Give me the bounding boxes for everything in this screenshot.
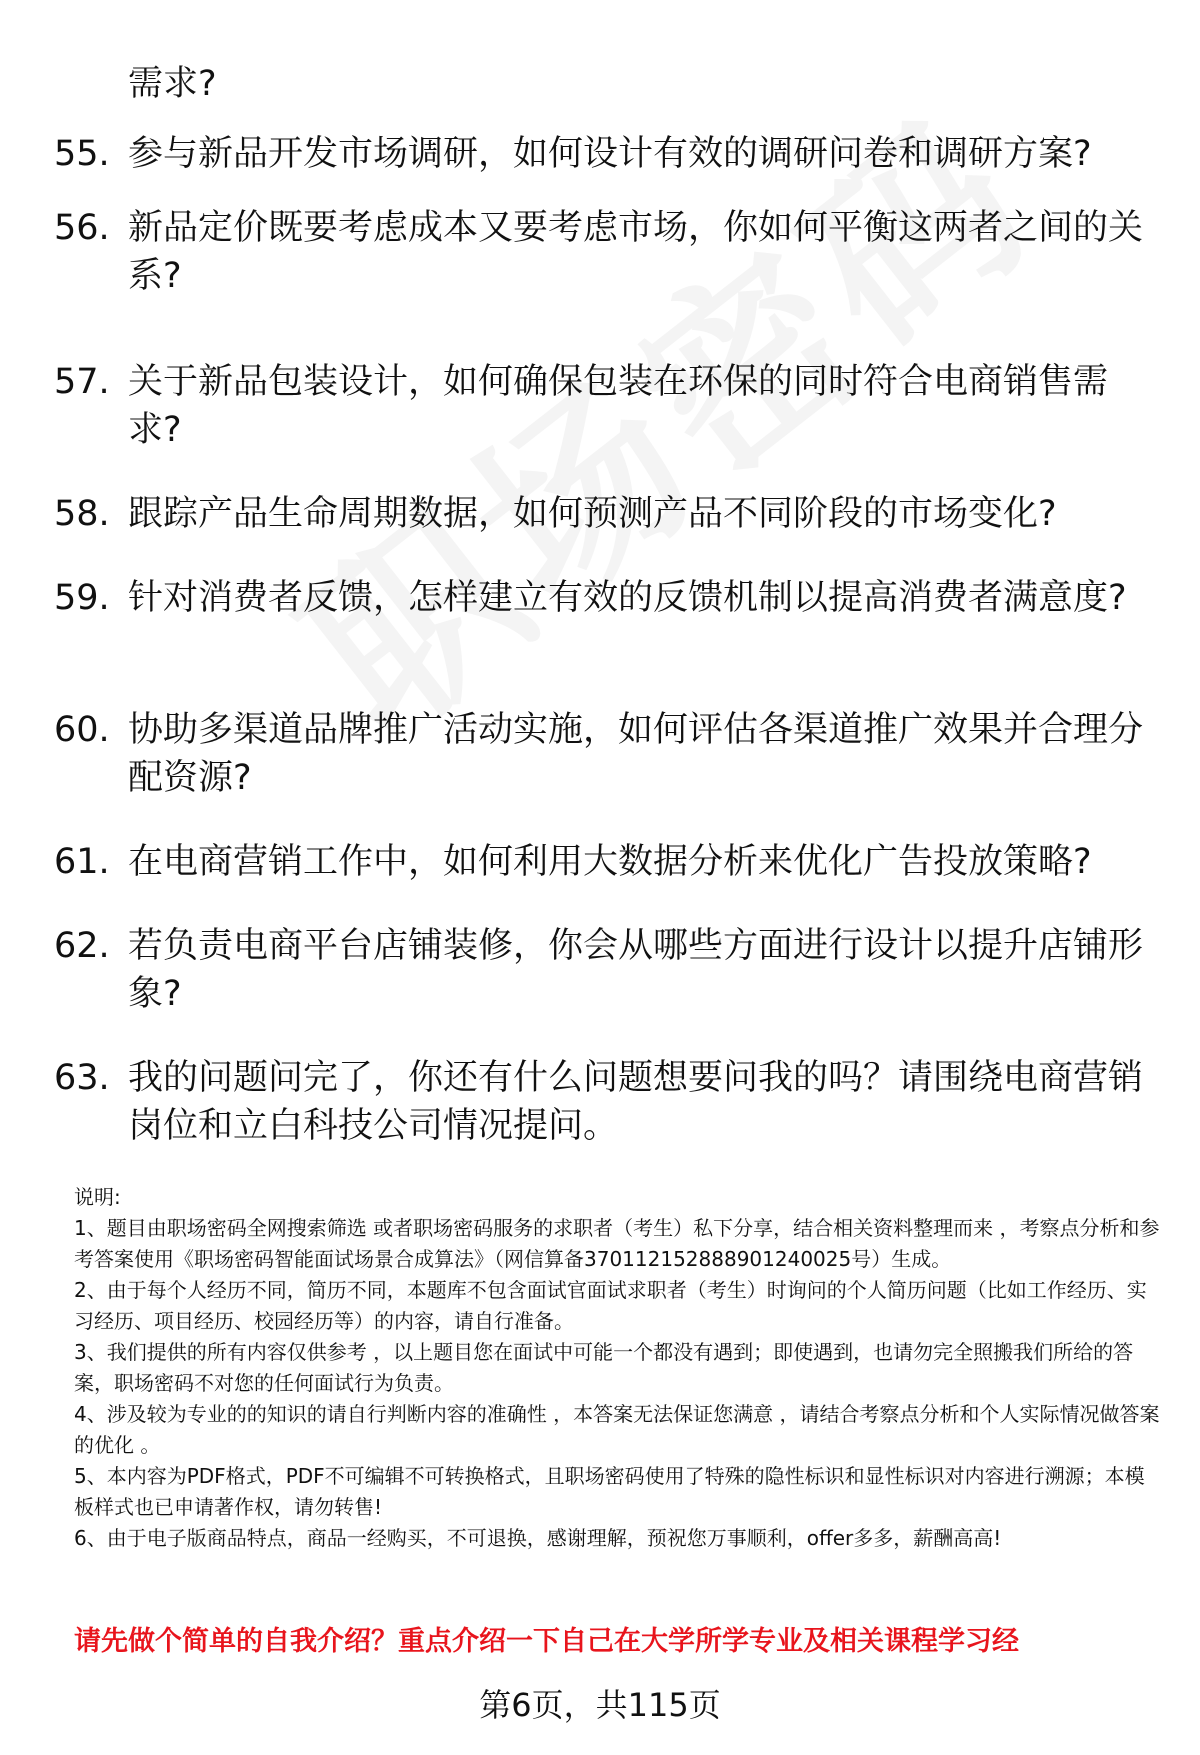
question-item	[54, 706, 1144, 802]
question-text: 协助多渠道品牌推广活动实施，如何评估各渠道推广效果并合理分配资源?	[128, 710, 1144, 798]
note-item: 6、由于电子版商品特点，商品一经购买，不可退换，感谢理解，预祝您万事顺利，offer多多，薪酬高高!	[74, 1526, 1002, 1550]
question-text: 针对消费者反馈，怎样建立有效的反馈机制以提高消费者满意度?	[128, 578, 1127, 618]
note-item: 2、由于每个人经历不同，简历不同，本题库不包含面试官面试求职者（考生）时询问的个人简历问题（比如工作经历、实习经历、项目经历、校园经历等）的内容，请自行准备。	[74, 1278, 1147, 1333]
question-number: 56.	[54, 208, 110, 248]
question-text: 参与新品开发市场调研，如何设计有效的调研问卷和调研方案?	[128, 134, 1092, 174]
question-number: 60.	[54, 710, 110, 750]
note-item: 5、本内容为PDF格式，PDF不可编辑不可转换格式，且职场密码使用了特殊的隐性标识和显性标识对内容进行溯源；本模板样式也已申请著作权，请勿转售!	[74, 1464, 1145, 1519]
question-number: 57.	[54, 362, 110, 402]
question-item	[54, 358, 1144, 454]
question-number: 55.	[54, 134, 110, 174]
question-number: 58.	[54, 494, 110, 534]
question-item	[54, 838, 1144, 886]
question-number: 62.	[54, 926, 110, 966]
question-number: 61.	[54, 842, 110, 882]
question-text: 若负责电商平台店铺装修，你会从哪些方面进行设计以提升店铺形象?	[128, 926, 1144, 1014]
question-text: 新品定价既要考虑成本又要考虑市场，你如何平衡这两者之间的关系?	[128, 208, 1144, 296]
notes-title: 说明:	[74, 1185, 121, 1209]
question-text: 关于新品包装设计，如何确保包装在环保的同时符合电商销售需求?	[128, 362, 1109, 450]
question-text: 我的问题问完了，你还有什么问题想要问我的吗？请围绕电商营销岗位和立白科技公司情况提问。	[128, 1058, 1144, 1146]
question-item	[54, 130, 1144, 178]
question-number: 59.	[54, 578, 110, 618]
question-item	[54, 490, 1144, 538]
highlight-question: 请先做个简单的自我介绍？重点介绍一下自己在大学所学专业及相关课程学习经	[74, 1626, 1019, 1657]
question-text: 跟踪产品生命周期数据，如何预测产品不同阶段的市场变化?	[128, 494, 1057, 534]
question-item	[54, 204, 1144, 300]
note-item: 4、涉及较为专业的的知识的请自行判断内容的准确性 ，本答案无法保证您满意 ，请结合考察点分析和个人实际情况做答案的优化 。	[74, 1402, 1160, 1457]
question-item	[54, 922, 1144, 1018]
question-number: 63.	[54, 1058, 110, 1098]
note-item: 3、我们提供的所有内容仅供参考 ，以上题目您在面试中可能一个都没有遇到；即使遇到，也请勿完全照搬我们所给的答案，职场密码不对您的任何面试行为负责。	[74, 1340, 1134, 1395]
notes-section	[74, 1182, 1164, 1554]
question-item	[54, 1054, 1144, 1150]
note-item: 1、题目由职场密码全网搜索筛选 或者职场密码服务的求职者（考生）私下分享，结合相关资料整理而来 ，考察点分析和参考答案使用《职场密码智能面试场景合成算法》（网信算备370112152888901240025号）生成。	[74, 1216, 1160, 1271]
page-footer: 第6页，共115页	[479, 1686, 721, 1724]
question-item	[54, 574, 1144, 622]
question-continuation: 需求?	[128, 64, 217, 104]
question-text: 在电商营销工作中，如何利用大数据分析来优化广告投放策略?	[128, 842, 1092, 882]
